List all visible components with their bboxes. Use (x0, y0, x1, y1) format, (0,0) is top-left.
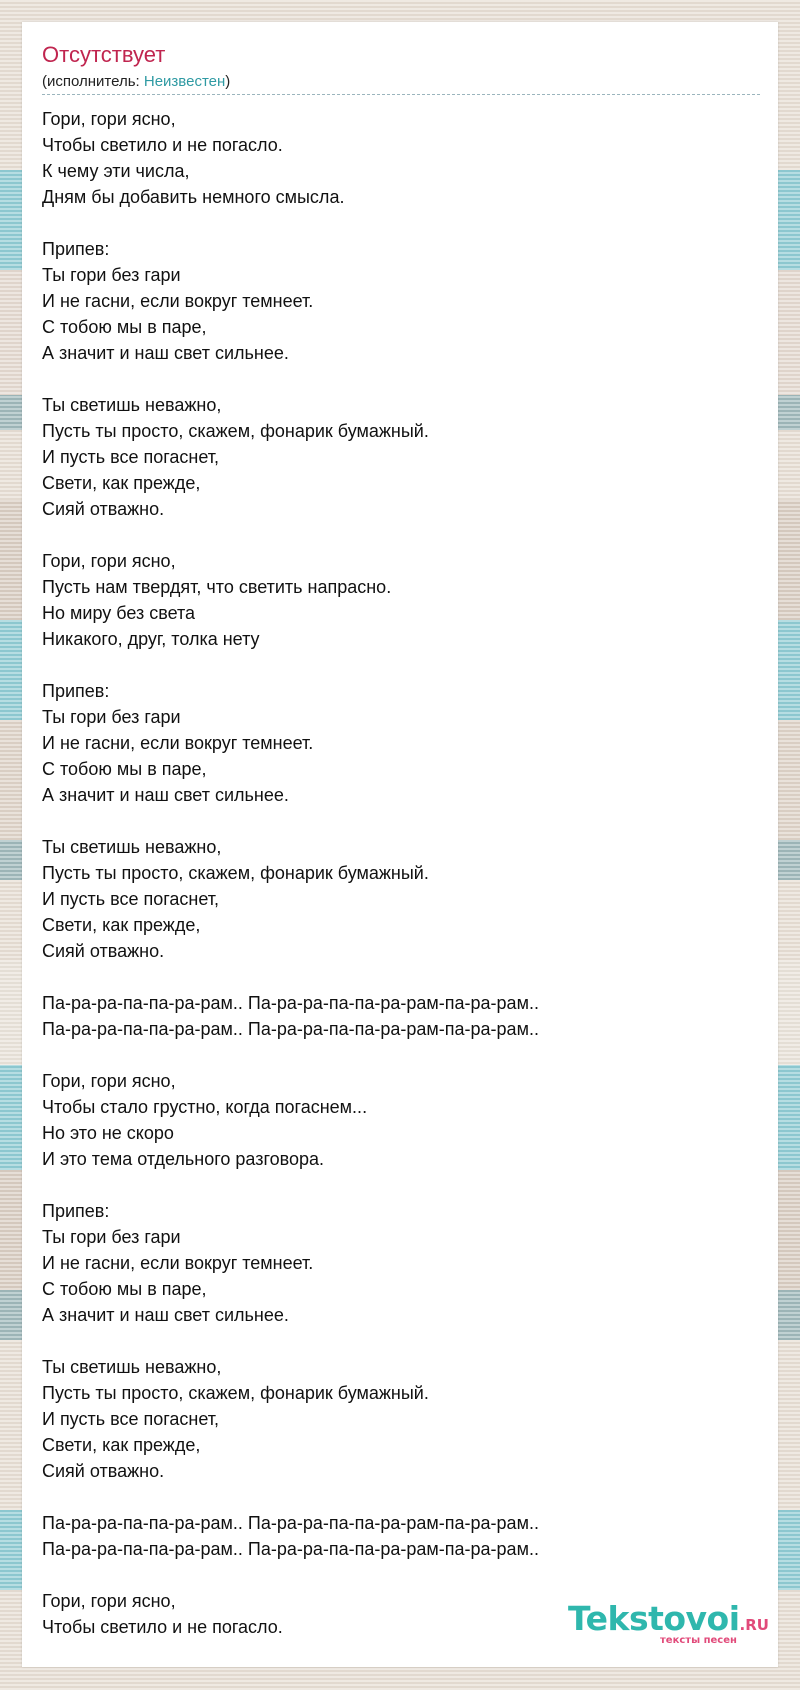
lyrics-line (42, 1172, 760, 1198)
lyrics-line: Припев: (42, 239, 110, 259)
lyrics-line: Гори, гори ясно, (42, 109, 176, 129)
lyrics-line: Ты светишь неважно, (42, 1357, 222, 1377)
lyrics-line: Па-ра-ра-па-па-ра-рам.. Па-ра-ра-па-па-ра-рам-па-ра-рам.. (42, 993, 539, 1013)
lyrics-line: Ты гори без гари (42, 265, 181, 285)
lyrics-line (42, 522, 760, 548)
lyrics-line: С тобою мы в паре, (42, 317, 207, 337)
lyrics-line: А значит и наш свет сильнее. (42, 785, 289, 805)
lyrics-line: Пусть ты просто, скажем, фонарик бумажный. (42, 863, 429, 883)
lyrics-line: И пусть все погаснет, (42, 447, 220, 467)
lyrics-line: Никакого, друг, толка нету (42, 629, 260, 649)
lyrics-line: Па-ра-ра-па-па-ра-рам.. Па-ра-ра-па-па-ра-рам-па-ра-рам.. (42, 1513, 539, 1533)
song-title: Отсутствует (42, 42, 166, 67)
lyrics-line: Пусть ты просто, скажем, фонарик бумажный. (42, 421, 429, 441)
logo-tagline: тексты песен (660, 1635, 737, 1646)
artist-link[interactable]: Неизвестен (143, 73, 226, 90)
lyrics-line (42, 1562, 760, 1588)
lyrics-line: Чтобы светило и не погасло. (42, 1617, 283, 1637)
lyrics-line: Свети, как прежде, (42, 473, 201, 493)
lyrics-line: Пусть нам твердят, что светить напрасно. (42, 577, 392, 597)
lyrics-line: А значит и наш свет сильнее. (42, 1305, 289, 1325)
lyrics-line: И не гасни, если вокруг темнеет. (42, 291, 314, 311)
lyrics-line: Чтобы стало грустно, когда погаснем... (42, 1097, 368, 1117)
lyrics-card (22, 22, 778, 1667)
lyrics-line: Дням бы добавить немного смысла. (42, 187, 345, 207)
lyrics-line: Па-ра-ра-па-па-ра-рам.. Па-ра-ра-па-па-ра-рам-па-ра-рам.. (42, 1539, 539, 1559)
artist-suffix: ) (225, 73, 231, 90)
lyrics-line: Гори, гори ясно, (42, 1591, 176, 1611)
lyrics-line: Но миру без света (42, 603, 196, 623)
lyrics-line (42, 964, 760, 990)
lyrics-line: Ты гори без гари (42, 1227, 181, 1247)
lyrics-line: Чтобы светило и не погасло. (42, 135, 283, 155)
artist-line (42, 72, 760, 95)
lyrics-line: И пусть все погаснет, (42, 889, 220, 909)
lyrics-line: Припев: (42, 1201, 110, 1221)
lyrics-line: Но это не скоро (42, 1123, 174, 1143)
lyrics-line: Ты светишь неважно, (42, 837, 222, 857)
lyrics-line: С тобою мы в паре, (42, 1279, 207, 1299)
lyrics-line: Па-ра-ра-па-па-ра-рам.. Па-ра-ра-па-па-ра-рам-па-ра-рам.. (42, 1019, 539, 1039)
lyrics-line: И не гасни, если вокруг темнеет. (42, 1253, 314, 1273)
lyrics-line (42, 210, 760, 236)
lyrics-line: Ты гори без гари (42, 707, 181, 727)
logo-tld: .RU (739, 1616, 769, 1634)
lyrics-line: Свети, как прежде, (42, 1435, 201, 1455)
lyrics-line: И это тема отдельного разговора. (42, 1149, 325, 1169)
lyrics-line (42, 1484, 760, 1510)
lyrics-line (42, 808, 760, 834)
lyrics-line: Пусть ты просто, скажем, фонарик бумажный. (42, 1383, 429, 1403)
lyrics-line: Припев: (42, 681, 110, 701)
lyrics-line: И не гасни, если вокруг темнеет. (42, 733, 314, 753)
lyrics-line: Сияй отважно. (42, 1461, 165, 1481)
lyrics-line: Гори, гори ясно, (42, 551, 176, 571)
lyrics-line (42, 1042, 760, 1068)
lyrics-line: И пусть все погаснет, (42, 1409, 220, 1429)
lyrics-line: Сияй отважно. (42, 941, 165, 961)
lyrics-line: Сияй отважно. (42, 499, 165, 519)
lyrics-line (42, 652, 760, 678)
lyrics-line (42, 366, 760, 392)
site-logo[interactable] (568, 1601, 768, 1647)
lyrics-text (42, 106, 760, 1640)
lyrics-line: К чему эти числа, (42, 161, 190, 181)
logo-name: Tekstovoi (568, 1599, 740, 1638)
lyrics-line: А значит и наш свет сильнее. (42, 343, 289, 363)
lyrics-line: Свети, как прежде, (42, 915, 201, 935)
lyrics-line: С тобою мы в паре, (42, 759, 207, 779)
lyrics-line: Гори, гори ясно, (42, 1071, 176, 1091)
lyrics-line: Ты светишь неважно, (42, 395, 222, 415)
lyrics-line (42, 1328, 760, 1354)
artist-prefix: (исполнитель: (42, 73, 144, 90)
